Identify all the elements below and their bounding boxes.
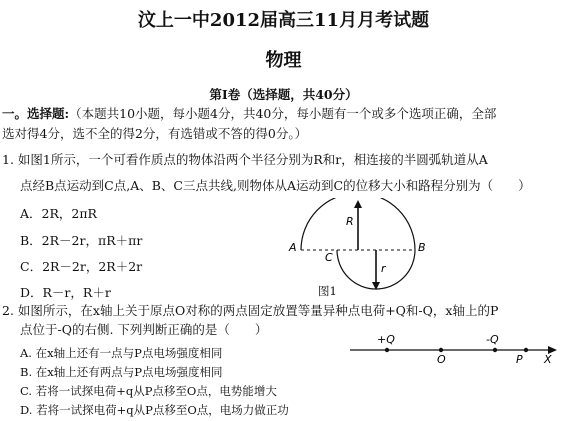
q1-stem-line-2: 点经B点运动到C点,A、B、C三点共线,则物体从A运动到C的位移大小和路程分别为（ ） [20,178,531,193]
label-x: X [544,353,552,366]
label-c: C [325,251,333,264]
q2-option-c: C. 若将一试探电荷+q从P点移至O点，电势能增大 [20,384,277,398]
q1-figure [280,198,430,300]
radius-big-arrowhead [354,200,362,208]
label-a: A [289,241,297,254]
q1-option-b: B．2R－2r，πR＋πr [20,233,143,248]
label-big-r: R [346,215,354,228]
label-small-r: r [381,262,386,275]
label-origin: O [437,353,446,366]
subject-title: 物理 [265,50,302,71]
exam-title: 汶上一中2012届高三11月月考试题 [137,10,430,31]
q2-stem-line-2: 点位于-Q的右侧. 下列判断正确的是（ ） [20,322,268,337]
instructions-text-1: （本题共10小题，每小题4分，共40分，每小题有一个或多个选项正确，全部 [69,106,497,121]
q1-stem-line-1: 1. 如图1所示，一个可看作质点的物体沿两个半径分别为R和r，相连接的半圆弧轨道从A [2,152,488,167]
q1-option-c: C．2R－2r，2R＋2r [20,259,143,274]
point-p-dot [524,348,528,352]
q2-stem-line-1: 2. 如图所示，在x轴上关于原点O对称的两点固定放置等量异种点电荷+Q和-Q，x轴上的P [2,303,499,318]
label-minus-q: -Q [486,333,499,346]
q2-option-d: D. 若将一试探电荷+q从P点移至O点，电场力做正功 [20,403,289,417]
instructions-line-2: 选对得4分，选不全的得2分，有选错或不答的得0分。） [2,126,308,141]
positive-charge-dot [385,348,389,352]
origin-dot [439,348,443,352]
label-plus-q: +Q [377,333,395,346]
figure-1-caption: 图1 [318,284,337,298]
q1-option-a: A．2R，2πR [20,206,97,221]
section-heading: 第Ⅰ卷（选择题，共40分） [209,87,358,102]
q2-figure [345,330,565,366]
label-b: B [418,241,426,254]
q1-option-d: D．R－r，R＋r [20,285,111,300]
label-p: P [516,353,523,366]
q2-option-a: A. 在x轴上还有一点与P点电场强度相同 [20,346,223,360]
instructions-line-1 [2,104,496,123]
q2-option-b: B. 在x轴上还有两点与P点电场强度相同 [20,365,223,379]
negative-charge-dot [493,348,497,352]
instructions-label: 一。选择题: [2,106,70,121]
